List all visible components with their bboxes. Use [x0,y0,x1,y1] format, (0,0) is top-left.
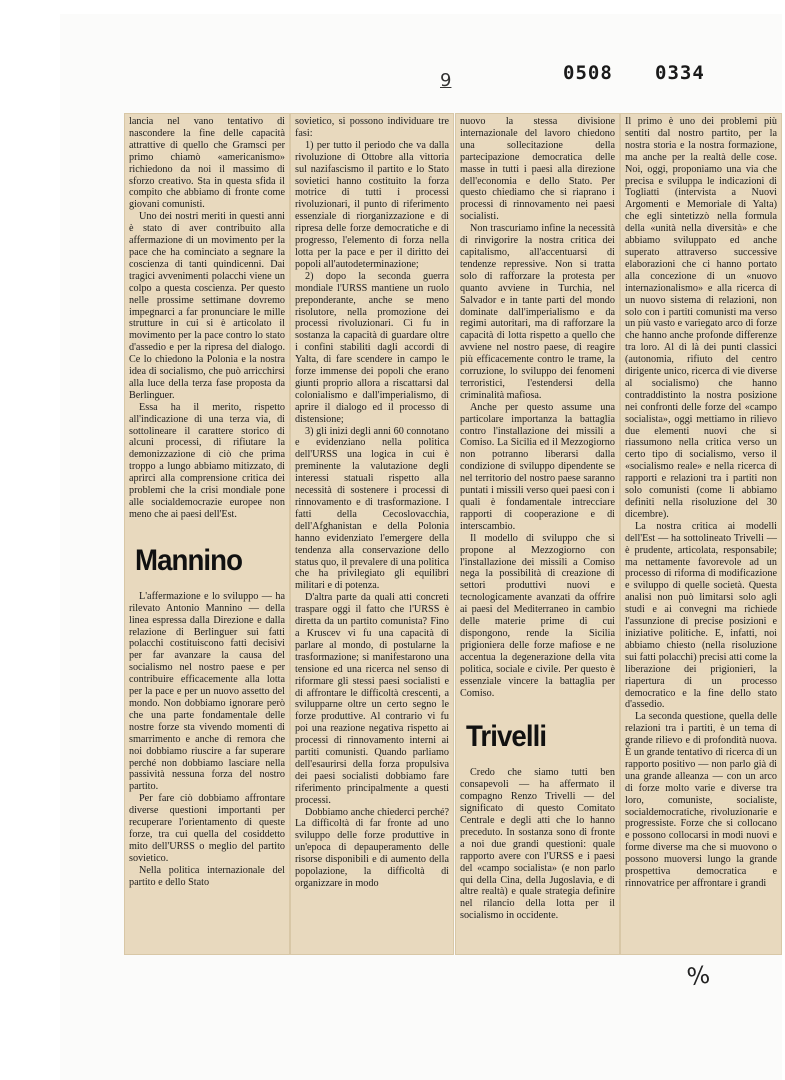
paragraph: nuovo la stessa divisione internazionale del lavoro chiedono una sollecitazione della partecipazione democratica delle masse in tutti i paesi alla direzione dell'economia e dello Stato. Per questo chiediamo che si riaprano i processi di rinnovamento nei paesi socialisti. [460,116,615,223]
handwritten-page-number: 9 [440,70,452,91]
section-heading-mannino: Mannino [135,543,243,577]
newspaper-column-2 [291,114,453,954]
paragraph: Dobbiamo anche chiederci perché? La difficoltà di far fronte ad uno sviluppo delle forze produttive in un'epoca di depauperamento delle risorse disponibili e di aumento della popolazione, la difficoltà di organizzare in modo [295,806,449,889]
paragraph: Per fare ciò dobbiamo affrontare diverse questioni importanti per recuperare l'orientamento di queste forze, tra cui quella del cosiddetto mito dell'URSS o meglio del partito sovietico. [129,793,285,864]
paragraph: La seconda questione, quella delle relazioni tra i partiti, è un tema di grande rilievo e di profondità nuova. È un grande tentativo di ricerca di un rapporto positivo — non parlo già di una grande alleanza — con un arco di forze molto varie e diverse tra loro, comuniste, socialiste, socialdemocratiche, rivoluzionarie e progressiste. Forze che si collocano e possono collocarsi in modi nuovi e forme diverse ma che si muovono o possono muoversi lungo la grande prospettiva democratica e rinnovatrice per affrontare i grandi [625,711,777,889]
column-4-text [621,114,781,890]
paragraph: Essa ha il merito, rispetto all'indicazione di una terza via, di sottolineare il carattere storico di alcuni processi, di rifiutare la demonizzazione di ciò che prima troppo a lungo abbiamo mitizzato, di aprirci alla comprensione critica dei problemi che la crisi mondiale pone alle socialdemocrazie europee non meno che ai paesi dell'Est. [129,401,285,520]
handwritten-page-mark: % [685,960,712,992]
paragraph: L'affermazione e lo sviluppo — ha rilevato Antonio Mannino — della linea espressa dalla Direzione e dalla relazione di Berlinguer sui fatti polacchi costituiscono fatti decisivi per far avanzare la causa del socialismo nel nostro paese e per contribuire efficacemente alla lotta per la pace e per un nuovo assetto del mondo. Non dobbiamo ignorare però che una parte fondamentale delle nostre forze sta vivendo momenti di smarrimento e anche di remora che noi dobbiamo riuscire a far superare perché non dobbiamo lasciare nella passività nessuna forza del nostro partito. [129,590,285,793]
paragraph: Il primo è uno dei problemi più sentiti dal nostro partito, per la nostra storia e la nostra formazione, ma anche per la realtà delle cose. Noi, oggi, proponiamo una via che precisa e sviluppa le indicazioni di Togliatti (intervista a Nuovi Argomenti e Memoriale di Yalta) che egli sintetizzò nella formula della «unità nella diversità» e che abbiamo sviluppato ed anche superato attraverso successive elaborazioni che ci hanno portato alla concezione di un «nuovo internazionalismo» e alla ricerca di un nuovo sistema di relazioni, non solo con i partiti comunisti ma verso un più vasto e variegato arco di forze che hanno anche profonde differenze tra loro. Al di là dei punti classici (autonomia, rifiuto del centro dirigente unico, ricerca di vie diverse al socialismo) che hanno contraddistinto la nostra posizione nei confronti delle forze del «campo socialista», oggi mettiamo in rilievo due elementi nuovi che si riassumono nella critica verso un certo tipo di socialismo, verso il «socialismo reale» e nella ricerca di rapporti e relazioni tra i partiti non solo comunisti (come li abbiamo definiti nella risoluzione del 30 dicembre). [625,116,777,520]
paragraph: Non trascuriamo infine la necessità di rinvigorire la nostra critica dei capitalismo, all'accentuarsi di tendenze repressive. Non si tratta solo di rafforzare la protesta per quanto avviene in Turchia, nel Salvador e in tante parti del mondo dominate dall'imperialismo e da regimi autoritari, ma di rafforzare la capacità di lotta rispetto a quello che avviene nel nostro paese, di reagire più efficacemente contro le trame, la corruzione, lo sviluppo dei fenomeni terroristici, l'estendersi della criminalità mafiosa. [460,223,615,401]
paragraph: Il modello di sviluppo che si propone al Mezzogiorno con l'installazione dei missili a Comiso nega la possibilità di creazione di settori produttivi nuovi e tecnologicamente avanzati da offrire ai paesi del Mediterraneo in cambio delle materie prime di cui dispongono, rende la Sicilia prigioniera delle forze mafiose e ne accentua la degenerazione della vita politica, sociale e civile. Per questo è essenziale vincere la battaglia per Comiso. [460,532,615,699]
paragraph: Uno dei nostri meriti in questi anni è stato di aver contribuito alla affermazione di un movimento per la pace che ha cominciato a segnare la coscienza di tanti quindicenni. Dai tragici avvenimenti polacchi viene un colpo a questa coscienza. Per questo nelle prossime settimane dovremo impegnarci a far pronunciare le mille strutture in cui si è articolato il movimento per la pace contro lo stato d'assedio e per la ripresa del dialogo. Ce lo chiedono la Polonia e la nostra idea di socialismo, che può arricchirsi alla luce della terza fase proposta da Berlinguer. [129,211,285,401]
newspaper-column-3 [456,114,619,954]
paragraph: Credo che siamo tutti ben consapevoli — ha affermato il compagno Renzo Trivelli — del significato di questo Comitato Centrale e degli atti che lo hanno preceduto. In sostanza sono di fronte a noi due grandi questioni: quale rapporto avere con l'URSS e i paesi del «campo socialista» (e non parlo qui della Cina, della Jugoslavia, e di altre realtà) e quale strategia definire nel rilancio della lotta per il socialismo in occidente. [460,767,615,922]
column-2-text [291,114,453,890]
paragraph: sovietico, si possono individuare tre fasi: [295,116,449,139]
paragraph: 2) dopo la seconda guerra mondiale l'URSS mantiene un ruolo preponderante, anche se meno risolutore, nella promozione dei processi rivoluzionari. Ci fu in sostanza la capacità di guardare oltre i confini stabiliti dagli accordi di Yalta, di fare scendere in campo le forze immense dei popoli che erano giunti proprio allora a riscattarsi dal colonialismo e dall'imperialismo, di aprire il dialogo ed il processo di distensione; [295,270,449,425]
paragraph: lancia nel vano tentativo di nascondere la fine delle capacità attrattive di quello che Gramsci per primo chiamò «americanismo» richiedono da noi il massimo di sforzo creativo. Sta in questa sfida il compito che abbiamo di fronte come giovani comunisti. [129,116,285,211]
newspaper-column-1 [125,114,289,954]
archive-stamp-right: 0334 [655,62,705,84]
paragraph: La nostra critica ai modelli dell'Est — ha sottolineato Trivelli — è prudente, articolata, responsabile; ma nettamente favorevole ad un processo di riforma di modificazione e sviluppo di quelle società. Questa analisi non può limitarsi solo agli studi e ai convegni ma richiede l'assunzione di precise posizioni e iniziative politiche. E, infatti, noi abbiamo chiesto (nella risoluzione sui fatti polacchi) precisi atti come la liberazione dei prigionieri, la riapertura di un processo democratico e la fine dello stato d'assedio. [625,520,777,711]
column-1-text [125,114,289,888]
column-3-text [456,114,619,922]
paragraph: Nella politica internazionale del partito e dello Stato [129,864,285,888]
paragraph: 3) gli inizi degli anni 60 connotano e evidenziano nella politica dell'URSS una logica in cui è preminente la valutazione degli interessi statuali rispetto alla necessità di sostenere i processi di rinnovamento e di trasformazione. I fatti della Cecoslovacchia, dell'Afghanistan e della Polonia hanno evidenziato l'emergere della tendenza alla conservazione dello status quo, il prevalere di una politica che ha privilegiato gli equilibri militari e di potenza. [295,425,449,592]
section-heading-trivelli: Trivelli [466,720,547,754]
paragraph: D'altra parte da quali atti concreti traspare oggi il fatto che l'URSS è diretta da un partito comunista? Fino a Kruscev vi fu una capacità di parlare al mondo, di postularne la trasformazione; si manifestarono una tensione ed una ricerca nel senso di riformare gli stessi paesi socialisti e di affrontare le difficoltà crescenti, a svilupparne oltre un certo segno le forze produttive. Al contrario vi fu poi una reazione negativa rispetto ai processi di rinnovamento interni ai partiti comunisti. Quando parliamo dell'esaurirsi della forza propulsiva dei paesi socialisti dobbiamo fare riferimento principalmente a questi processi. [295,592,449,806]
paragraph: 1) per tutto il periodo che va dalla rivoluzione di Ottobre alla vittoria sul nazifascismo il partito e lo Stato sovietici hanno costituito la forza motrice di tutti i processi rivoluzionari, il punto di riferimento essenziale di riorganizzazione e di ripresa delle forze democratiche e di progresso, l'elemento di forza nella lotta per la pace e per il diritto dei popoli all'autodeterminazione; [295,139,449,270]
archive-stamp-left: 0508 [563,62,613,84]
paragraph: Anche per questo assume una particolare importanza la battaglia contro l'installazione dei missili a Comiso. La Sicilia ed il Mezzogiorno non potranno liberarsi dalla condizione di sviluppo dipendente se nel territorio del nostro paese saranno puntati i missili verso quei paesi con i quali è fondamentale intrecciare rapporti di cooperazione e di interscambio. [460,401,615,532]
newspaper-column-4 [621,114,781,954]
